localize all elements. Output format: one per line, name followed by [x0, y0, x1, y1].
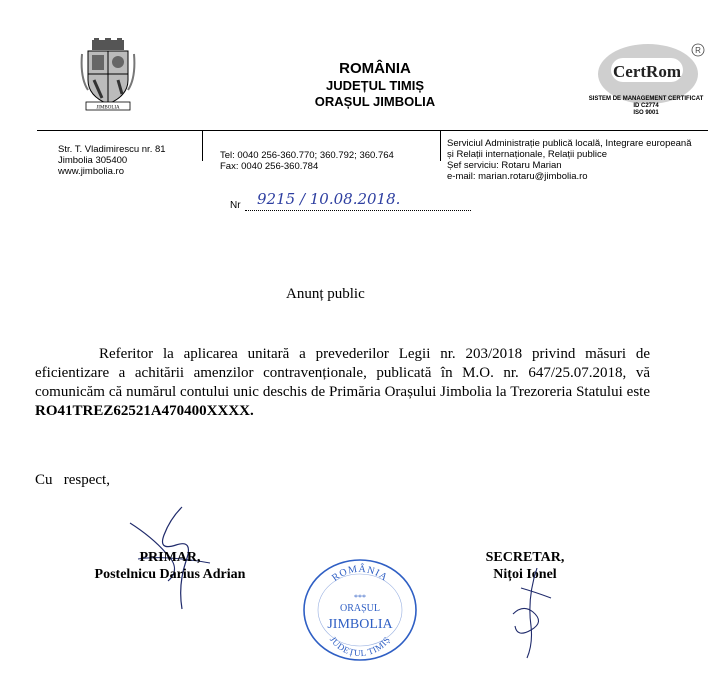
- county-name: JUDEȚUL TIMIȘ: [326, 78, 424, 93]
- document-body: [35, 345, 650, 421]
- registration-number: 9215 / 10.08.2018.: [257, 190, 401, 208]
- service-block: [447, 138, 692, 182]
- service-line: Serviciul Administrație publică locală, Integrare europeană: [447, 138, 692, 149]
- header-title-block: [300, 60, 450, 110]
- certification-text: [588, 96, 704, 117]
- country-name: ROMÂNIA: [339, 60, 411, 77]
- certrom-brand-text: CertRom: [613, 62, 681, 81]
- service-chief-line: Șef serviciu: Rotaru Marian: [447, 160, 562, 171]
- account-number: RO41TREZ62521A470400XXXX.: [35, 403, 254, 419]
- town-name: ORAȘUL JIMBOLIA: [314, 94, 436, 109]
- document-title: Anunț public: [286, 286, 365, 302]
- coat-of-arms-icon: [80, 38, 136, 112]
- crest-banner-text: JIMBOLIA: [96, 105, 120, 111]
- address-line: Str. T. Vladimirescu nr. 81: [58, 144, 166, 155]
- cert-line: ID C2774: [633, 103, 659, 109]
- stamp-stars: ***: [354, 593, 366, 602]
- body-text: Referitor la aplicarea unitară a prevederilor Legii nr. 203/2018 privind măsuri de eficientizare a achitării amenzilor contravenționale, publicată în M.O. nr. 647/25.07.2018, vă comunicăm că numărul contului unic deschis de Primăria Orașului Jimbolia la Trezoreria Statului este: [35, 346, 650, 400]
- registered-mark-text: R: [695, 46, 701, 55]
- cert-line: SISTEM DE MANAGEMENT CERTIFICAT: [588, 96, 704, 102]
- fax-line: Fax: 0040 256-360.784: [220, 161, 319, 172]
- mayor-title: PRIMAR,: [139, 550, 201, 565]
- registration-dotted-line: [245, 210, 471, 211]
- address-line: Jimbolia 305400: [58, 155, 128, 166]
- stamp-bottom-text: JUDEȚUL TIMIȘ: [327, 634, 393, 659]
- stamp-middle-text: ORAȘUL: [339, 603, 381, 614]
- stamp-top-text: ROMÂNIA: [330, 563, 390, 584]
- secretary-signature-icon: [505, 568, 555, 660]
- header-divider: [37, 130, 708, 131]
- secretary-title: SECRETAR,: [485, 550, 565, 565]
- email-link[interactable]: e-mail: marian.rotaru@jimbolia.ro: [447, 171, 588, 182]
- secretary-name: Nițoi Ionel: [493, 567, 557, 582]
- website-link[interactable]: www.jimbolia.ro: [58, 166, 124, 177]
- svg-text:ROMÂNIA: [330, 563, 390, 584]
- phone-block: [220, 150, 394, 172]
- mayor-signature-block: [52, 549, 288, 583]
- greeting: Cu respect,: [35, 472, 110, 488]
- column-divider: [202, 131, 203, 161]
- service-line: și Relații internaționale, Relații publice: [447, 149, 608, 160]
- column-divider: [440, 131, 441, 161]
- mayor-name: Postelnicu Darius Adrian: [94, 567, 246, 582]
- phone-line: Tel: 0040 256-360.770; 360.792; 360.764: [220, 150, 394, 161]
- registration-label: Nr: [230, 200, 241, 211]
- svg-text:JUDEȚUL TIMIȘ: [328, 635, 392, 659]
- stamp-town-text: JIMBOLIA: [327, 617, 393, 632]
- official-stamp-icon: [300, 556, 420, 664]
- cert-line: ISO 9001: [633, 110, 659, 116]
- address-block: [58, 144, 166, 177]
